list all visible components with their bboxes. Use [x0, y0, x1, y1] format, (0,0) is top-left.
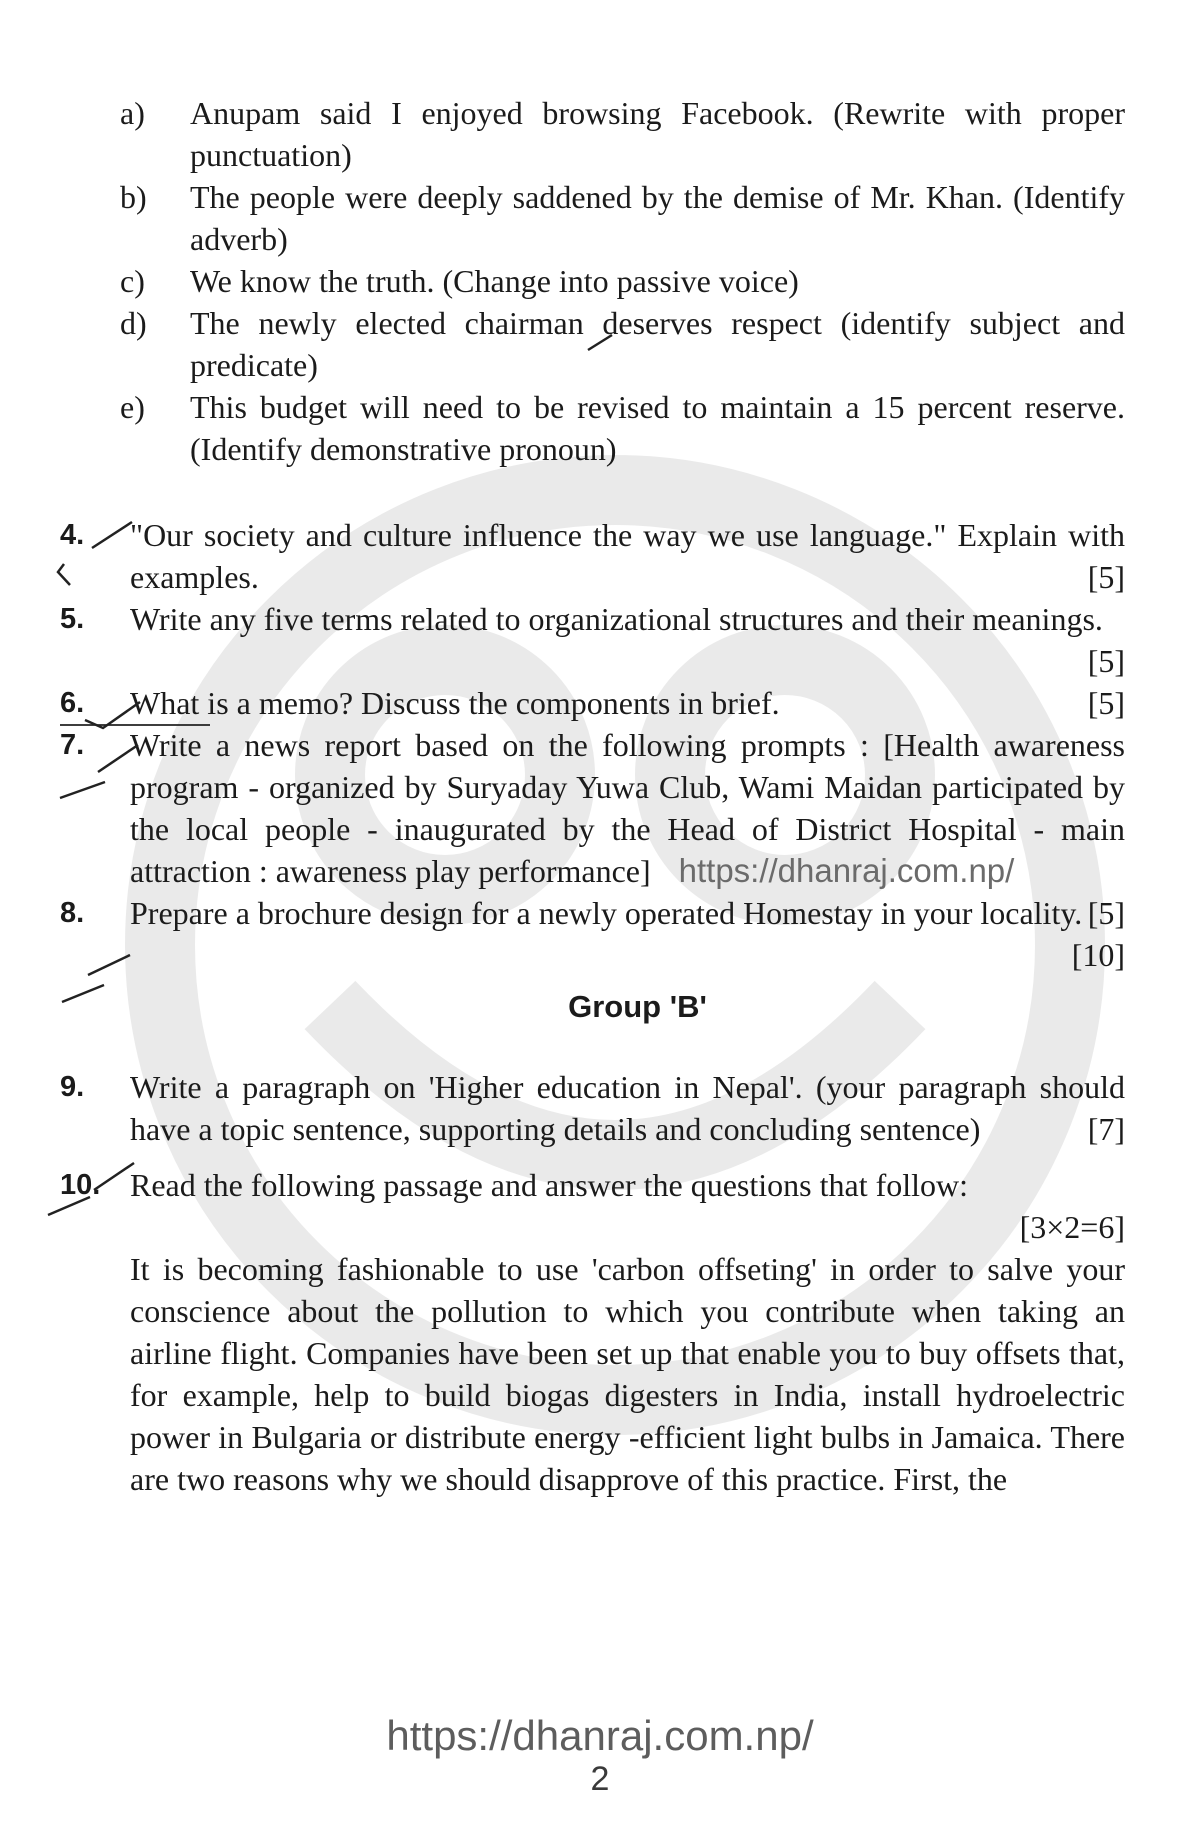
reading-passage: It is becoming fashionable to use 'carbon offseting' in order to salve your conscience about the pollution to which you contribute when taking an airline flight. Companies have been set up that enable you to buy offsets that, for example, help to build biogas digesters in India, install hydroelectric power in Bulgaria or distribute energy -efficient light bulbs in Jamaica. There are two reasons why we should disapprove of this practice. First, the	[130, 1251, 1125, 1497]
question-number: 5.	[60, 603, 85, 635]
question-text: "Our society and culture influence the way we use language." Explain with examples.	[130, 517, 1125, 595]
question-number: 8.	[60, 897, 85, 929]
sub-question-letter: b)	[120, 179, 147, 215]
question-marks: [3×2=6]	[1019, 1209, 1125, 1245]
question-marks: [10]	[1071, 937, 1125, 973]
sub-question-text: The people were deeply saddened by the demise of Mr. Khan. (Identify adverb)	[190, 179, 1125, 257]
question-text: Write a news report based on the following prompts : [Health awareness program - organized by Suryaday Yuwa Club, Wami Maidan participated by the local people - inaugurated by the Head of District Hospital - main attraction : awareness play performance]	[130, 727, 1125, 889]
question-text: Write any five terms related to organizational structures and their meanings.	[130, 601, 1103, 637]
sub-question-text: We know the truth. (Change into passive voice)	[190, 263, 799, 299]
sub-question-text: This budget will need to be revised to maintain a 15 percent reserve. (Identify demonstrative pronoun)	[190, 389, 1125, 467]
question-text: Prepare a brochure design for a newly operated Homestay in your locality.	[130, 895, 1083, 931]
sub-question-letter: a)	[120, 95, 145, 131]
question-number: 10.	[60, 1169, 101, 1201]
question-marks: [5]	[1087, 643, 1125, 679]
sub-question-d	[120, 302, 1125, 386]
question-8	[60, 892, 1125, 976]
question-marks: [5]	[1087, 685, 1125, 721]
sub-question-letter: d)	[120, 305, 147, 341]
sub-question-c	[120, 260, 1125, 302]
watermark-url: https://dhanraj.com.np/	[678, 852, 1015, 889]
sub-question-letter: e)	[120, 389, 145, 425]
sub-question-a	[120, 92, 1125, 176]
question-7	[60, 724, 1125, 892]
question-7-marks: [5]	[1087, 895, 1125, 931]
question-list	[60, 514, 1125, 1500]
sub-question-list	[120, 92, 1125, 470]
question-number: 6.	[60, 687, 85, 719]
question-number: 4.	[60, 519, 85, 551]
question-number: 7.	[60, 729, 85, 761]
sub-question-e	[120, 386, 1125, 470]
sub-question-text: The newly elected chairman deserves respect (identify subject and predicate)	[190, 305, 1125, 383]
question-9	[60, 1066, 1125, 1150]
sub-question-b	[120, 176, 1125, 260]
question-text: Read the following passage and answer the questions that follow:	[130, 1167, 969, 1203]
footer-url: https://dhanraj.com.np/	[386, 1712, 814, 1759]
question-10	[60, 1164, 1125, 1500]
question-marks: [5]	[1087, 559, 1125, 595]
question-marks: [7]	[1087, 1111, 1125, 1147]
question-text: Write a paragraph on 'Higher education in Nepal'. (your paragraph should have a topic sentence, supporting details and concluding sentence)	[130, 1069, 1125, 1147]
question-4	[60, 514, 1125, 598]
question-number: 9.	[60, 1071, 85, 1103]
question-6	[60, 682, 1125, 724]
page-number: 2	[590, 1760, 610, 1798]
question-5	[60, 598, 1125, 682]
sub-question-text: Anupam said I enjoyed browsing Facebook. (Rewrite with proper punctuation)	[190, 95, 1125, 173]
question-text: What is a memo? Discuss the components in brief.	[130, 685, 780, 721]
group-heading: Group 'B'	[568, 989, 707, 1024]
sub-question-letter: c)	[120, 263, 145, 299]
